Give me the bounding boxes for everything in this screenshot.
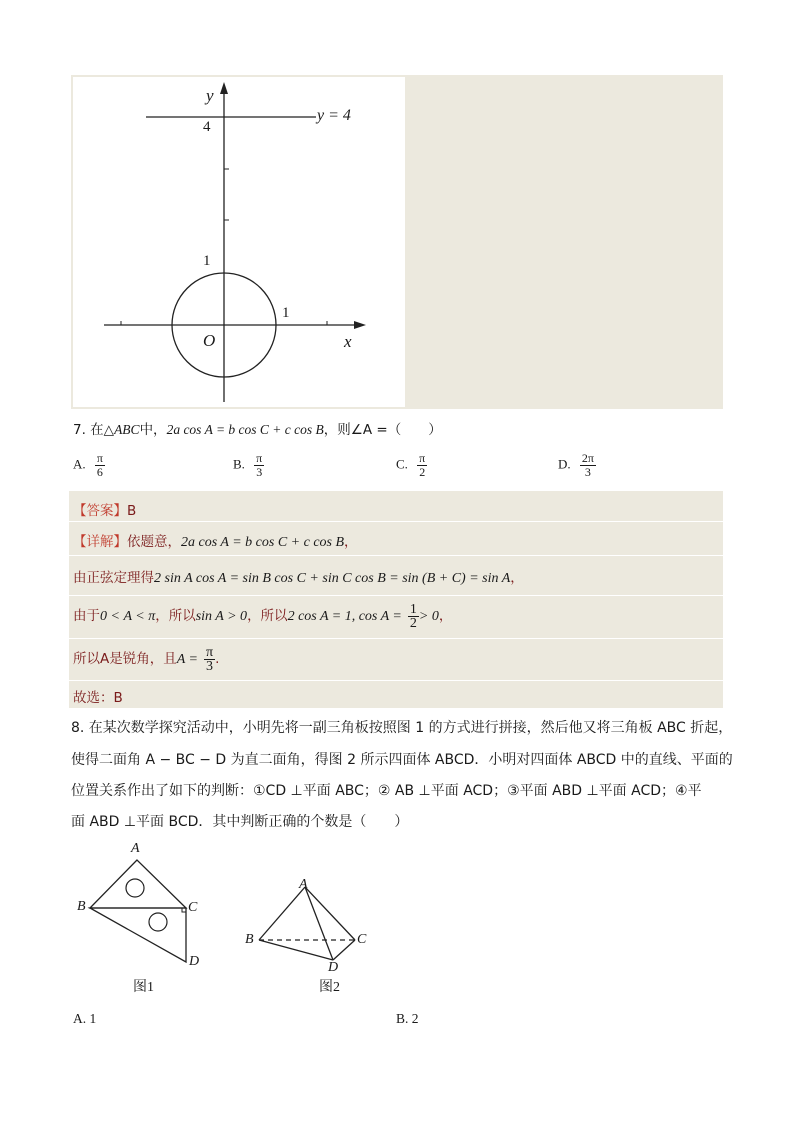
detail-text: ，所以 (247, 608, 288, 624)
q8-line-3: 位置关系作出了如下的判断：①CD ⊥平面 ABC；② AB ⊥平面 ACD；③平面 ABD ⊥平面 ACD；④平 (71, 783, 702, 799)
frac-den: 2 (409, 615, 417, 631)
frac-den: 3 (584, 465, 591, 479)
origin-label: O (203, 331, 216, 350)
fig1-caption: 图1 (133, 980, 154, 995)
frac-num: π (96, 451, 103, 465)
q7-abc: ABC (114, 422, 140, 437)
punct: . (215, 651, 220, 667)
frac-den: 3 (256, 465, 263, 479)
q8-option-a[interactable]: A. 1 (73, 1011, 97, 1026)
fig2-caption: 图2 (319, 980, 340, 995)
x-axis-arrow (354, 321, 366, 329)
detail-tag: 【详解】 (73, 534, 127, 550)
edge-ac (305, 887, 355, 940)
detail-equation: 2 cos A = 1, cos A = (287, 609, 402, 624)
detail-equation: 2a cos A = b cos C + c cos B (181, 535, 345, 550)
q8-line-1: 8. 在某次数学探究活动中，小明先将一副三角板按照图 1 的方式进行拼接，然后他又将三角板 ABC 折起， (71, 720, 733, 736)
figure-2 (259, 887, 355, 960)
divider (69, 521, 723, 522)
detail-equation: > 0 (418, 609, 439, 624)
frac-num: π (206, 644, 214, 660)
option-letter: C. (396, 456, 408, 472)
detail-equation: 0 < A < π (100, 609, 156, 624)
q8-figures (0, 830, 794, 1000)
detail-text: ，所以 (155, 608, 196, 624)
detail-line-5 (73, 686, 123, 706)
q7-mid: 中， (139, 422, 167, 438)
y-axis-arrow (220, 82, 228, 94)
answer-line (73, 499, 136, 519)
option-letter: A. (73, 456, 86, 472)
answer-value: B (127, 503, 137, 519)
fig2-label-a: A (299, 877, 308, 892)
divider (69, 638, 723, 639)
conclusion-text: 故选：B (73, 690, 123, 706)
detail-fraction (204, 646, 215, 673)
edge-cd (333, 940, 355, 960)
triangle-abc (90, 860, 186, 908)
frac-den: 3 (206, 658, 214, 674)
y-axis-label: y (206, 86, 214, 105)
option-fraction (417, 452, 427, 479)
edge-bd (259, 940, 333, 960)
q7-equation: 2a cos A = b cos C + c cos B (166, 422, 324, 437)
detail-equation: 2 sin A cos A = sin B cos C + sin C cos B = sin (B + C) = sin A (154, 571, 511, 586)
detail-line-4 (73, 644, 219, 675)
divider (69, 555, 723, 556)
punct: ， (510, 570, 524, 586)
divider (69, 595, 723, 596)
q8-option-b[interactable]: B. 2 (396, 1011, 419, 1026)
option-fraction (95, 452, 105, 479)
triangle-bcd (90, 908, 186, 962)
fig1-label-c: C (188, 900, 198, 915)
hole-circle-2 (149, 913, 167, 931)
detail-text: 由正弦定理得 (73, 570, 154, 586)
q7-option-a[interactable] (73, 452, 105, 479)
q7-ask: ，则∠A =（ ） (323, 422, 442, 438)
detail-fraction (408, 603, 419, 630)
frac-den: 2 (419, 465, 426, 479)
q7-option-b[interactable] (233, 452, 264, 479)
question-7 (73, 421, 442, 439)
frac-num: π (419, 451, 426, 465)
option-fraction (254, 452, 264, 479)
fig1-label-b: B (77, 899, 86, 914)
q7-option-d[interactable] (558, 452, 596, 479)
tick-label-1-y: 1 (203, 253, 211, 269)
fig1-label-d: D (189, 954, 200, 969)
detail-equation: sin A > 0 (195, 609, 248, 624)
punct: ， (438, 608, 453, 624)
frac-num: 1 (409, 601, 417, 617)
fig2-label-d: D (328, 960, 339, 975)
detail-line-1 (73, 530, 358, 551)
line-label: y = 4 (317, 107, 351, 124)
divider (69, 680, 723, 681)
punct: ， (344, 534, 358, 550)
q7-prefix: 7. 在 (73, 422, 104, 438)
q7-option-c[interactable] (396, 452, 427, 479)
edge-ad (305, 887, 333, 960)
answer-tag: 【答案】 (73, 503, 127, 519)
fig1-label-a: A (131, 841, 140, 856)
detail-line-2 (73, 566, 524, 587)
option-fraction (580, 452, 596, 479)
detail-text: 所以A是锐角，且 (73, 651, 177, 667)
answer-box (69, 491, 723, 708)
detail-equation: A = (176, 652, 198, 667)
hole-circle-1 (126, 879, 144, 897)
option-letter: B. (233, 456, 245, 472)
fig2-label-c: C (357, 932, 367, 947)
edge-ab (259, 887, 305, 940)
triangle-symbol: △ (103, 422, 115, 438)
frac-num: 2π (581, 451, 594, 465)
q8-line-4: 面 ABD ⊥平面 BCD．其中判断正确的个数是（ ） (71, 814, 409, 830)
tick-label-4: 4 (203, 119, 211, 135)
option-letter: D. (558, 456, 571, 472)
detail-line-3 (73, 601, 452, 632)
coordinate-graph (0, 0, 794, 420)
q8-line-2: 使得二面角 A − BC − D 为直二面角，得图 2 所示四面体 ABCD．小明对四面体 ABCD 中的直线、平面的 (71, 752, 733, 768)
frac-num: π (256, 451, 263, 465)
tick-label-1-x: 1 (282, 305, 290, 321)
figure-1 (90, 860, 186, 962)
x-axis-label: x (344, 332, 352, 351)
detail-text: 由于 (73, 608, 100, 624)
fig2-label-b: B (245, 932, 254, 947)
frac-den: 6 (96, 465, 103, 479)
detail-text: 依题意， (127, 534, 181, 550)
